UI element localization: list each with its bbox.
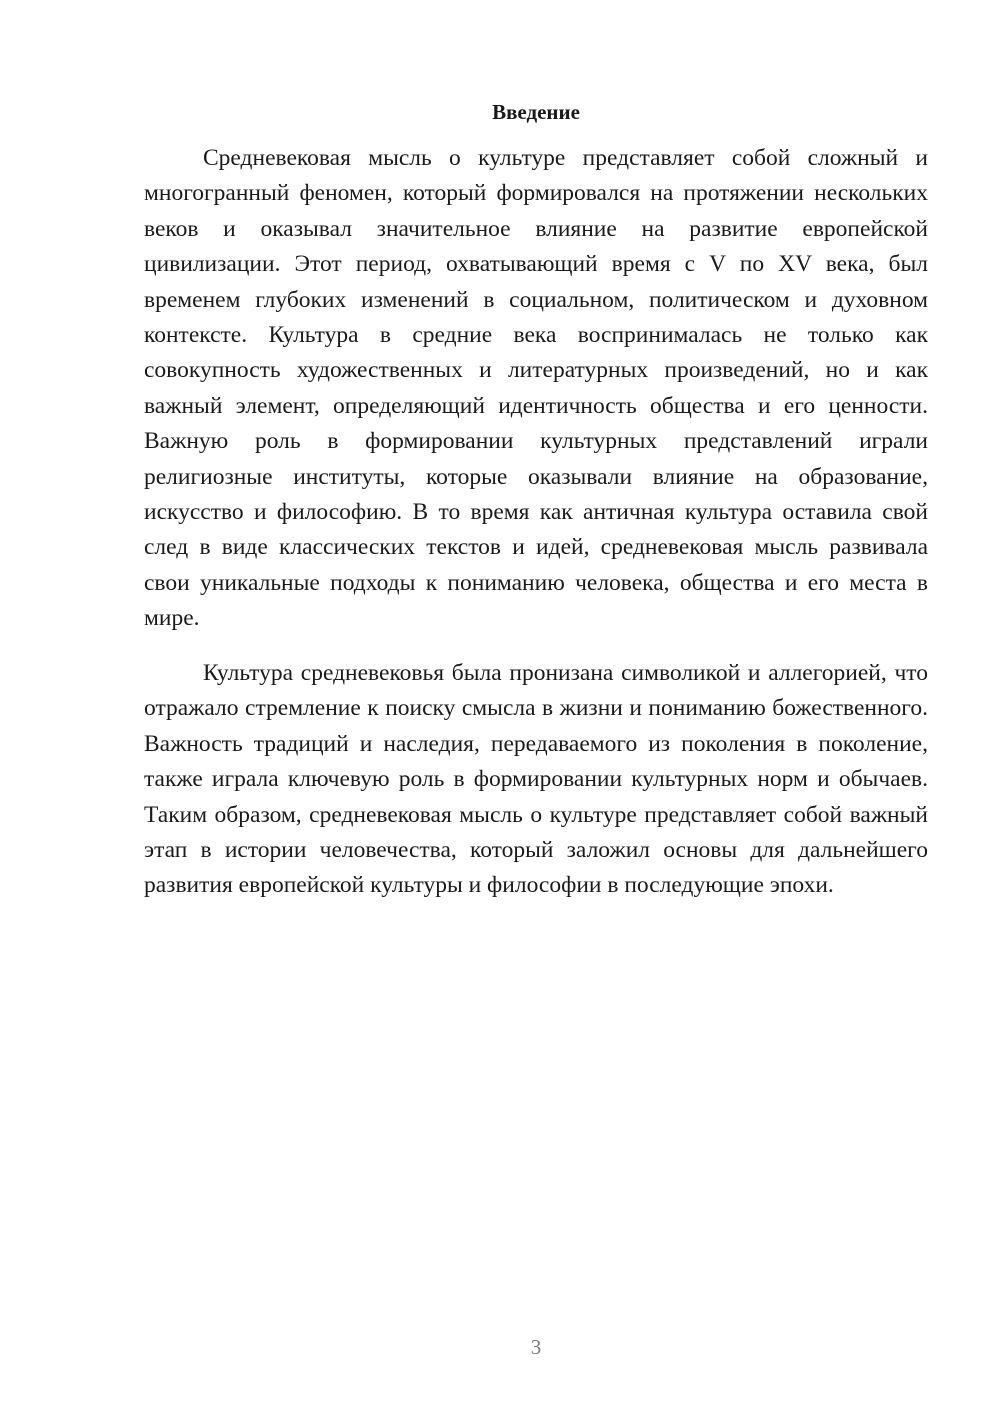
section-heading: Введение [492,100,580,124]
paragraph-intro: Средневековая мысль о культуре представляет собой сложный и многогранный феномен, который формировался на протяжении нескольких веков и оказывал значительное влияние на развитие европейской цивилизации. Этот период, охватывающий время с V по XV века, был временем глубоких изменений в социальном, политическом и духовном контексте. Культура в средние века воспринималась не только как совокупность художественных и литературных произведений, но и как важный элемент, определяющий идентичность общества и его ценности. Важную роль в формировании культурных представлений играли религиозные институты, которые оказывали влияние на образование, искусство и философию. В то время как античная культура оставила свой след в виде классических текстов и идей, средневековая мысль развивала свои уникальные подходы к пониманию человека, общества и его места в мире. [144,145,928,632]
page-number: 3 [530,1335,542,1359]
paragraph-conclusion: Культура средневековья была пронизана символикой и аллегорией, что отражало стремление к поиску смысла в жизни и пониманию божественного. Важность традиций и наследия, передаваемого из поколения в поколение, также играла ключевую роль в формировании культурных норм и обычаев. Таким образом, средневековая мысль о культуре представляет собой важный этап в истории человечества, который заложил основы для дальнейшего развития европейской культуры и философии в последующие эпохи. [144,660,928,899]
